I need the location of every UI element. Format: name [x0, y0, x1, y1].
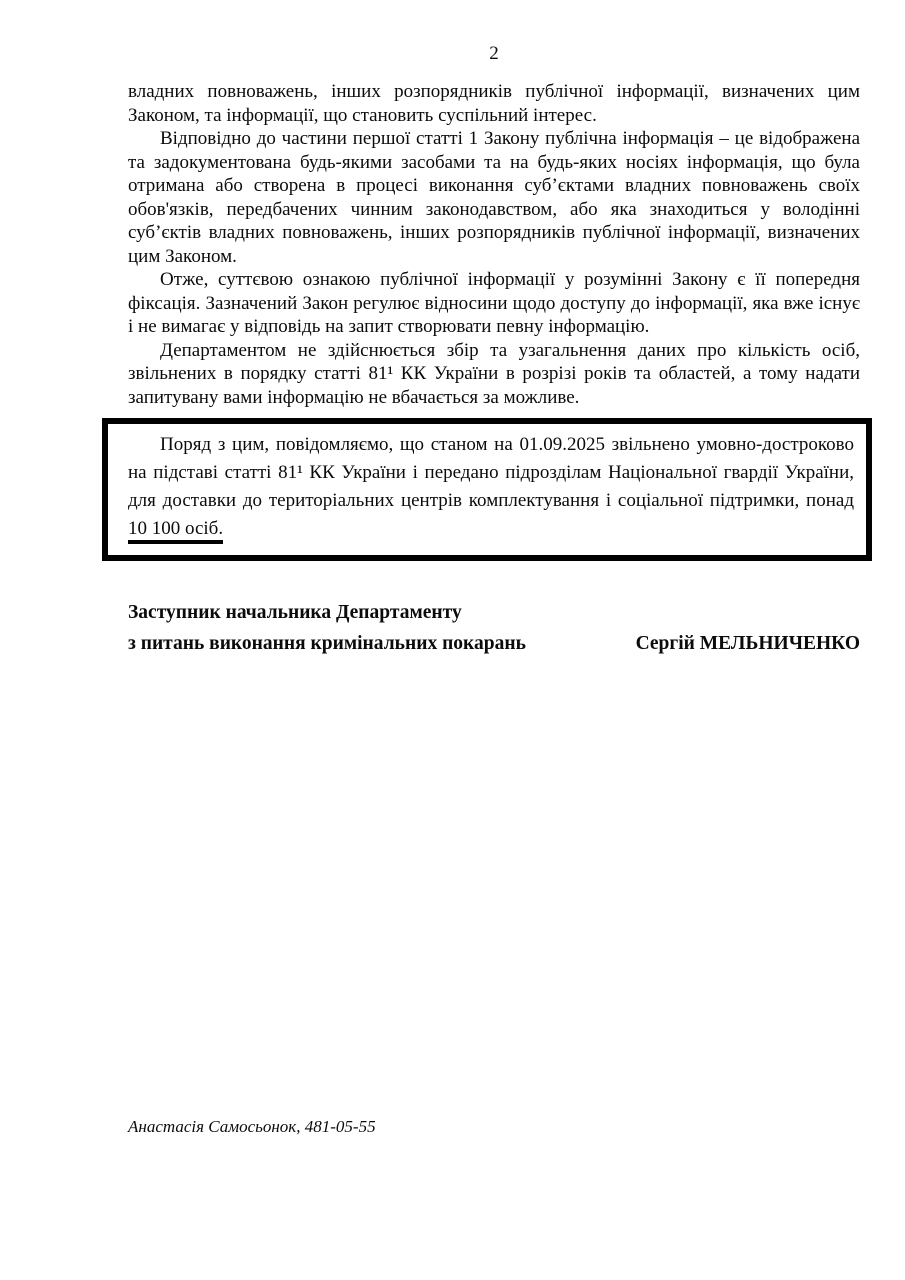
signer-position-line1: Заступник начальника Департаменту — [128, 602, 462, 623]
body-paragraph: владних повноважень, інших розпорядників публічної інформації, визначених цим Законом, та інформації, що становить суспільний інтерес. — [128, 81, 860, 126]
signer-position — [128, 597, 526, 659]
document-body — [128, 80, 860, 659]
body-paragraph: Відповідно до частини першої статті 1 Закону публічна інформація – це відображена та задокументована будь-якими засобами та на будь-яких носіях інформація, що була отримана або створена в процесі виконання суб’єктами владних повноважень своїх обов'язків, передбачених чинним законодавством, або яка знаходиться у володінні суб’єктів владних повноважень, інших розпорядників публічної інформації, визначених цим Законом. — [128, 128, 860, 267]
executor-note: Анастасія Самосьонок, 481-05-55 — [128, 1117, 376, 1136]
highlight-box — [102, 418, 872, 561]
signature-block — [128, 597, 860, 659]
underlined-number: 10 100 осіб. — [128, 518, 223, 544]
body-paragraph: Отже, суттєвою ознакою публічної інформації у розумінні Закону є її попередня фіксація. Зазначений Закон регулює відносини щодо доступу до інформації, яка вже існує і не вимагає у відповідь на запит створювати певну інформацію. — [128, 269, 860, 337]
boxed-paragraph-text: Поряд з цим, повідомляємо, що станом на 01.09.2025 звільнено умовно-достроково на підставі статті 81¹ КК України і передано підрозділам Національної гвардії України, для доставки до територіальних центрів комплектування і соціальної підтримки, понад — [128, 434, 854, 511]
signer-name: Сергій МЕЛЬНИЧЕНКО — [635, 633, 860, 654]
signer-position-line2: з питань виконання кримінальних покарань — [128, 633, 526, 654]
body-paragraph: Департаментом не здійснюється збір та узагальнення даних про кількість осіб, звільнених в порядку статті 81¹ КК України в розрізі років та областей, а тому надати запитувану вами інформацію не вбачається за можливе. — [128, 339, 860, 408]
boxed-paragraph — [128, 431, 854, 543]
page-number: 2 — [489, 43, 499, 64]
